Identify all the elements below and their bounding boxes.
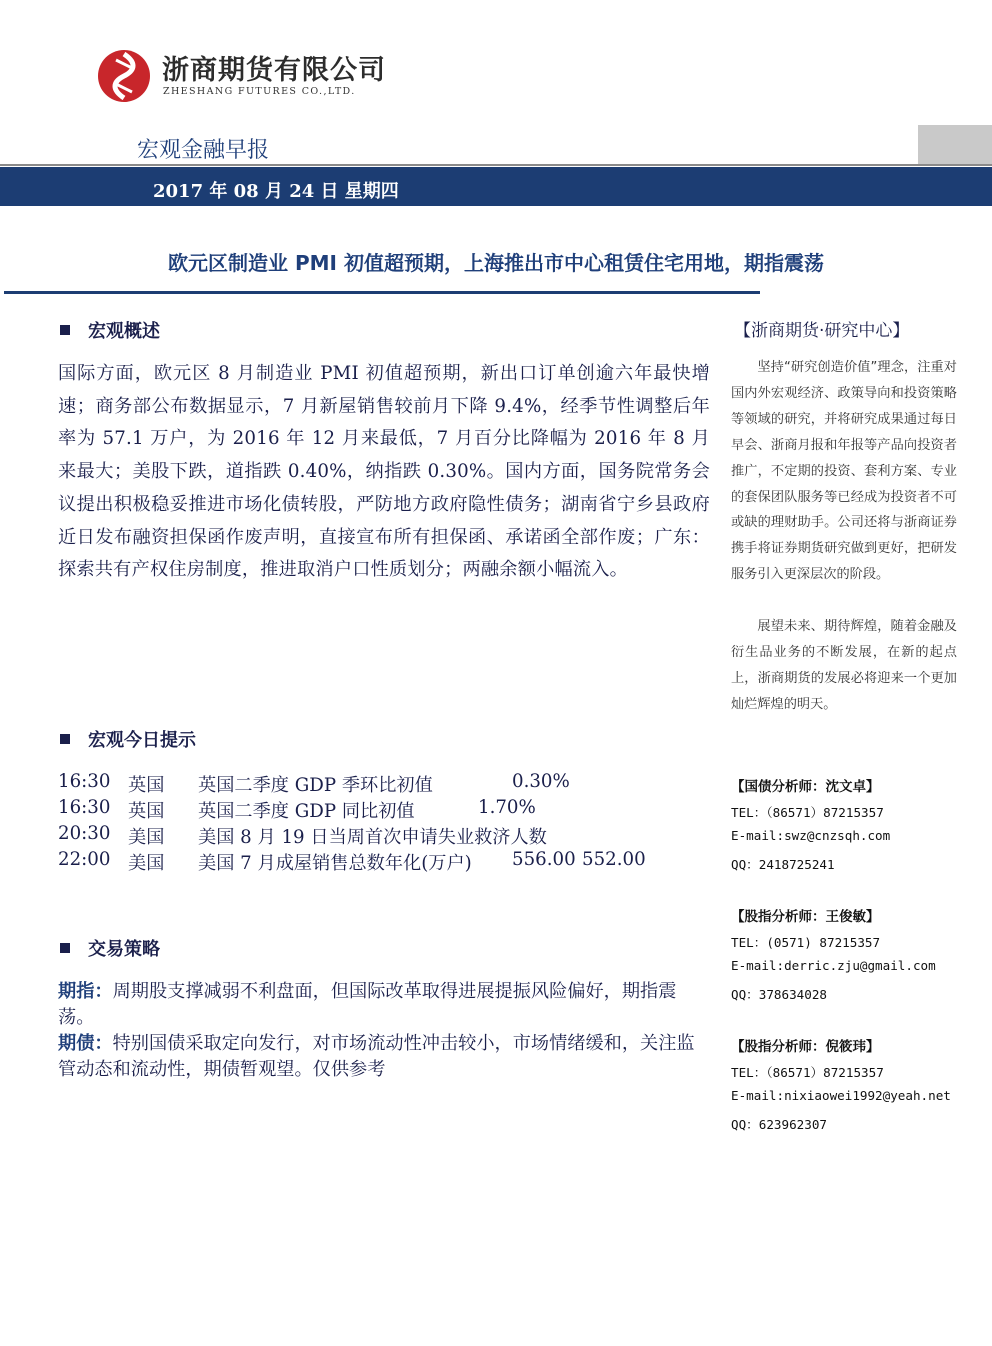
section-title-text: 宏观概述 <box>88 321 160 342</box>
headline-divider <box>4 291 760 294</box>
header-divider <box>0 164 992 166</box>
calendar-country: 英国 <box>128 801 165 822</box>
analyst-tel: TEL：（86571）87215357 <box>731 805 884 820</box>
calendar-forecast: 552.00 <box>582 849 646 870</box>
analyst-email[interactable]: E-mail:swz@cnzsqh.com <box>731 828 891 843</box>
analyst-qq: QQ：623962307 <box>731 1117 827 1132</box>
calendar-event: 美国 8 月 19 日当周首次申请失业救济人数 <box>198 827 547 848</box>
analyst-title: 【国债分析师：沈文卓】 <box>731 779 880 795</box>
header-gray-block <box>918 125 992 165</box>
analyst-email[interactable]: E-mail:derric.zju@gmail.com <box>731 958 936 973</box>
strategy-label: 期债： <box>58 1033 113 1054</box>
intro-paragraph: 坚持“研究创造价值”理念，注重对国内外宏观经济、政策导向和投资策略等领域的研究，并将研究成果通过每日早会、浙商月报和年报等产品向投资者推广，不定期的投资、套利方案、专业的套保团队服务等已经成为投资者不可或缺的理财助手。公司还将与浙商证券携手将证券期货研究做到更好，把研发服务引入更深层次的阶段。 <box>731 360 957 583</box>
strategy-label: 期指： <box>58 981 113 1002</box>
calendar-time: 22:00 <box>58 849 111 870</box>
bullet-square-icon <box>60 943 70 953</box>
analyst-title: 【股指分析师：王俊敏】 <box>731 909 880 925</box>
calendar-forecast: 0.30% <box>512 771 570 792</box>
analyst-tel: TEL：(0571) 87215357 <box>731 935 881 950</box>
calendar-time: 20:30 <box>58 823 111 844</box>
company-name: 浙商期货有限公司 <box>162 55 386 86</box>
intro-paragraph: 展望未来、期待辉煌，随着金融及衍生品业务的不断发展，在新的起点上，浙商期货的发展必将迎来一个更加灿烂辉煌的明天。 <box>731 619 957 712</box>
report-date: 2017 年 08 月 24 日 星期四 <box>153 181 399 202</box>
calendar-event: 英国二季度 GDP 同比初值 <box>198 801 415 822</box>
research-center-title: 【浙商期货·研究中心】 <box>734 321 910 341</box>
analyst-title: 【股指分析师：倪筱玮】 <box>731 1039 880 1055</box>
calendar-event: 英国二季度 GDP 季环比初值 <box>198 775 433 796</box>
section-title-text: 交易策略 <box>88 939 160 960</box>
strategy-item-bond-futures <box>58 1031 710 1083</box>
calendar-country: 英国 <box>128 775 165 796</box>
strategy-text: 特别国债采取定向发行，对市场流动性冲击较小，市场情绪缓和，关注监管动态和流动性，期债暂观望。仅供参考 <box>58 1033 695 1080</box>
calendar-time: 16:30 <box>58 797 111 818</box>
calendar-previous: 1.70% <box>478 797 536 818</box>
company-logo <box>96 48 152 104</box>
analyst-tel: TEL：（86571）87215357 <box>731 1065 884 1080</box>
calendar-time: 16:30 <box>58 771 111 792</box>
analyst-qq: QQ：2418725241 <box>731 857 835 872</box>
section-title-calendar <box>60 726 196 752</box>
section-title-text: 宏观今日提示 <box>88 730 196 751</box>
calendar-previous: 556.00 <box>512 849 576 870</box>
company-name-en: ZHESHANG FUTURES CO.,LTD. <box>163 86 356 97</box>
overview-paragraph: 国际方面，欧元区 8 月制造业 PMI 初值超预期，新出口订单创逾六年最快增速；商务部公布数据显示，7 月新屋销售较前月下降 9.4%，经季节性调整后年率为 57.1 万户，为 2016 年 12 月来最低，7 月百分比降幅为 2016 年 8 月来最大；美股下跌，道指跌 0.40%，纳指跌 0.30%。国内方面，国务院常务会议提出积极稳妥推进市场化债转股，严防地方政府隐性债务；湖南省宁乡县政府近日发布融资担保函作废声明，直接宣布所有担保函、承诺函全部作废；广东：探索共有产权住房制度，推进取消户口性质划分；两融余额小幅流入。 <box>58 363 710 581</box>
bullet-square-icon <box>60 734 70 744</box>
calendar-country: 美国 <box>128 853 165 874</box>
section-title-overview <box>60 317 160 343</box>
calendar-country: 美国 <box>128 827 165 848</box>
strategy-text: 周期股支撑减弱不利盘面，但国际改革取得进展提振风险偏好，期指震荡。 <box>58 981 677 1028</box>
date-bar <box>0 167 992 206</box>
analyst-qq: QQ：378634028 <box>731 987 827 1002</box>
report-type: 宏观金融早报 <box>137 138 270 163</box>
strategy-item-index-futures <box>58 979 710 1031</box>
headline: 欧元区制造业 PMI 初值超预期，上海推出市中心租赁住宅用地，期指震荡 <box>168 251 824 275</box>
analyst-email[interactable]: E-mail:nixiaowei1992@yeah.net <box>731 1088 951 1103</box>
bullet-square-icon <box>60 325 70 335</box>
calendar-event: 美国 7 月成屋销售总数年化(万户) <box>198 853 472 874</box>
section-title-strategy <box>60 935 160 961</box>
